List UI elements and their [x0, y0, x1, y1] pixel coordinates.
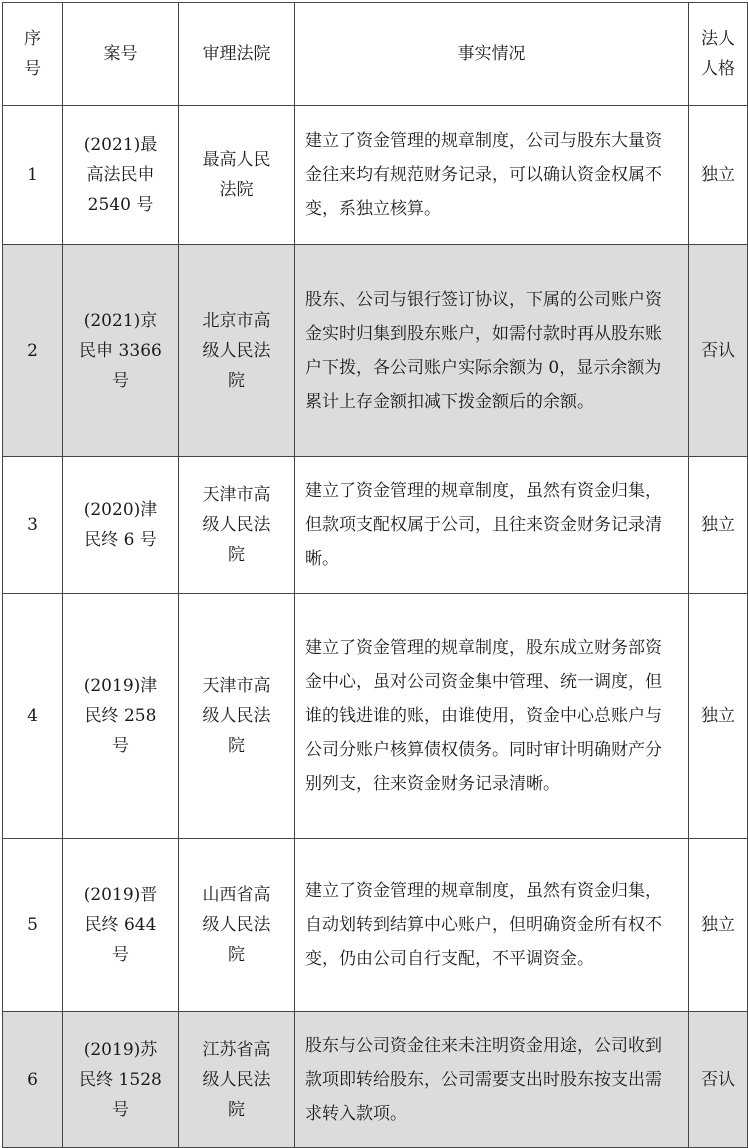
court-line: 江苏省高 — [202, 1039, 271, 1060]
court-line: 山西省高 — [202, 885, 271, 905]
case-line: 号 — [112, 736, 129, 756]
case-line: (2019)晋 — [83, 885, 158, 905]
cell-facts: 建立了资金管理的规章制度，公司与股东大量资金往来均有规范财务记录，可以确认资金权属不变，系独立核算。 — [295, 106, 689, 245]
table-row — [3, 245, 748, 457]
case-line: (2019)津 — [83, 676, 158, 696]
case-line: 号 — [112, 370, 129, 391]
court-line: 院 — [228, 945, 245, 965]
case-line: 民终 644 — [84, 915, 157, 935]
case-line: 号 — [112, 1099, 129, 1120]
case-line: 民申 3366 — [79, 340, 162, 361]
case-line: (2019)苏 — [83, 1039, 158, 1060]
case-line: 号 — [112, 945, 129, 965]
cell-court — [179, 457, 295, 594]
case-line: 民终 258 — [84, 706, 157, 726]
cell-court — [179, 1012, 295, 1148]
cell-case — [63, 457, 179, 594]
header-no — [3, 3, 63, 106]
header-facts: 事实情况 — [295, 3, 689, 106]
court-line: 院 — [228, 545, 245, 565]
cell-facts: 建立了资金管理的规章制度，股东成立财务部资金中心，虽对公司资金集中管理、统一调度，但谁的钱进谁的账，由谁使用，资金中心总账户与公司分账户核算债权债务。同时审计明确财产分别列支，往来资金财务记录清晰。 — [295, 594, 689, 839]
court-line: 北京市高 — [202, 310, 271, 331]
header-no-line: 号 — [24, 59, 41, 79]
cell-court — [179, 594, 295, 839]
table-row — [3, 106, 748, 245]
court-line: 级人民法 — [202, 706, 271, 726]
cell-no: 3 — [3, 457, 63, 594]
court-line: 法院 — [219, 180, 254, 200]
cell-facts: 股东、公司与银行签订协议，下属的公司账户资金实时归集到股东账户，如需付款时再从股东账户下拨，各公司账户实际余额为 0，显示余额为累计上存金额扣减下拨金额后的余额。 — [295, 245, 689, 457]
case-line: 民终 1528 — [79, 1069, 162, 1090]
cell-result: 独立 — [689, 106, 748, 245]
court-line: 级人民法 — [202, 915, 271, 935]
cell-no: 2 — [3, 245, 63, 457]
cell-case — [63, 839, 179, 1012]
header-result-line: 法人 — [701, 29, 735, 49]
header-result — [689, 3, 748, 106]
court-line: 院 — [228, 1099, 245, 1120]
table-row — [3, 839, 748, 1012]
header-case: 案号 — [63, 3, 179, 106]
cell-facts: 建立了资金管理的规章制度，虽然有资金归集，但款项支配权属于公司，且往来资金财务记录清晰。 — [295, 457, 689, 594]
cell-no: 4 — [3, 594, 63, 839]
court-line: 级人民法 — [202, 515, 271, 535]
header-court: 审理法院 — [179, 3, 295, 106]
cell-court — [179, 839, 295, 1012]
table-row — [3, 594, 748, 839]
court-line: 最高人民 — [202, 150, 271, 170]
court-line: 院 — [228, 736, 245, 756]
cell-facts: 股东与公司资金往来未注明资金用途，公司收到款项即转给股东，公司需要支出时股东按支出需求转入款项。 — [295, 1012, 689, 1148]
cell-facts: 建立了资金管理的规章制度，虽然有资金归集，自动划转到结算中心账户，但明确资金所有权不变，仍由公司自行支配，不平调资金。 — [295, 839, 689, 1012]
cell-court — [179, 106, 295, 245]
cell-case — [63, 1012, 179, 1148]
cell-result: 否认 — [689, 1012, 748, 1148]
header-result-line: 人格 — [701, 59, 735, 79]
cell-case — [63, 106, 179, 245]
court-line: 天津市高 — [202, 485, 271, 505]
case-table — [2, 2, 748, 1148]
cell-result: 独立 — [689, 839, 748, 1012]
cell-result: 独立 — [689, 457, 748, 594]
case-line: (2021)最 — [83, 135, 158, 155]
cell-result: 独立 — [689, 594, 748, 839]
case-line: (2020)津 — [83, 500, 158, 520]
court-line: 天津市高 — [202, 676, 271, 696]
cell-court — [179, 245, 295, 457]
cell-no: 5 — [3, 839, 63, 1012]
cell-case — [63, 594, 179, 839]
case-line: 2540 号 — [87, 195, 154, 215]
cell-no: 6 — [3, 1012, 63, 1148]
court-line: 级人民法 — [202, 340, 271, 361]
case-line: 民终 6 号 — [84, 530, 157, 550]
cell-no: 1 — [3, 106, 63, 245]
court-line: 级人民法 — [202, 1069, 271, 1090]
court-line: 院 — [228, 370, 245, 391]
case-line: 高法民申 — [86, 165, 155, 185]
table-row — [3, 1012, 748, 1148]
cell-result: 否认 — [689, 245, 748, 457]
table-header-row — [3, 3, 748, 106]
table-row — [3, 457, 748, 594]
case-line: (2021)京 — [83, 310, 158, 331]
header-no-line: 序 — [24, 29, 41, 49]
cell-case — [63, 245, 179, 457]
